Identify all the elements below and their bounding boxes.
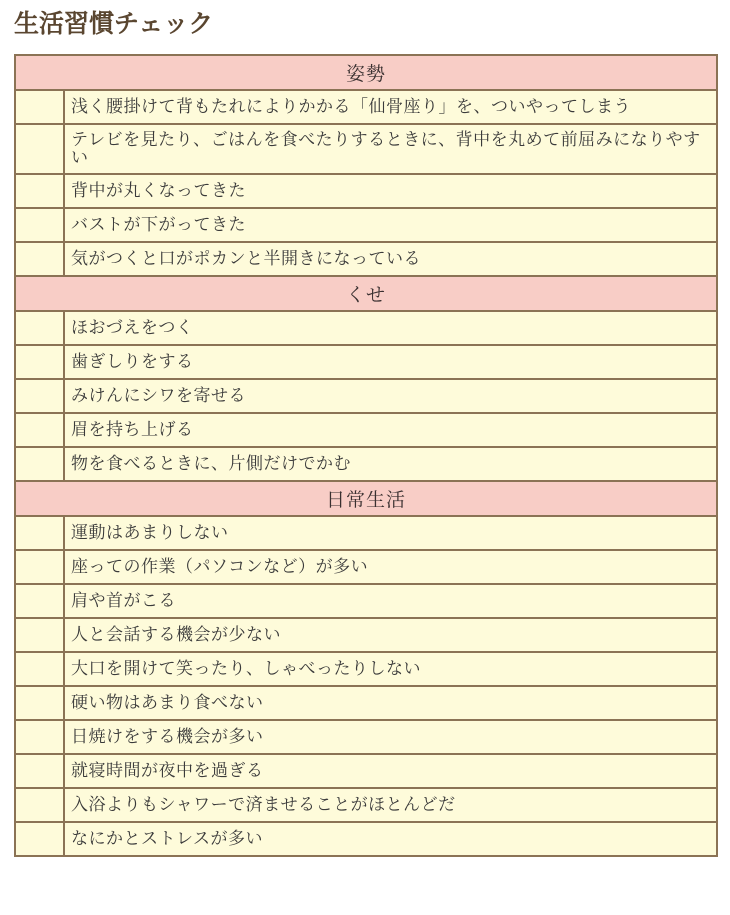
habit-checklist-table <box>14 54 718 857</box>
checkbox[interactable] <box>16 91 63 123</box>
checklist-row <box>15 242 717 276</box>
page-title: 生活習慣チェック <box>14 9 214 38</box>
checkbox[interactable] <box>16 125 63 173</box>
checkbox-cell[interactable] <box>15 208 64 242</box>
checkbox[interactable] <box>16 312 63 344</box>
checklist-item-text: 肩や首がこる <box>64 584 717 618</box>
checkbox[interactable] <box>16 551 63 583</box>
checklist-item-text: なにかとストレスが多い <box>64 822 717 856</box>
checkbox[interactable] <box>16 789 63 821</box>
checklist-row <box>15 174 717 208</box>
checklist-item-text: 入浴よりもシャワーで済ませることがほとんどだ <box>64 788 717 822</box>
checklist-item-text: 歯ぎしりをする <box>64 345 717 379</box>
section-header-posture <box>15 55 717 90</box>
checklist-item-text: 就寝時間が夜中を過ぎる <box>64 754 717 788</box>
checklist-row <box>15 413 717 447</box>
section-heading: 姿勢 <box>15 55 717 90</box>
checklist-row <box>15 788 717 822</box>
checklist-row <box>15 550 717 584</box>
checkbox[interactable] <box>16 721 63 753</box>
checkbox[interactable] <box>16 414 63 446</box>
checkbox[interactable] <box>16 346 63 378</box>
checkbox-cell[interactable] <box>15 822 64 856</box>
checklist-item-text: 座っての作業（パソコンなど）が多い <box>64 550 717 584</box>
checklist-row <box>15 754 717 788</box>
checkbox[interactable] <box>16 653 63 685</box>
checkbox[interactable] <box>16 517 63 549</box>
checklist-item-text: 背中が丸くなってきた <box>64 174 717 208</box>
checklist-row <box>15 584 717 618</box>
checkbox-cell[interactable] <box>15 242 64 276</box>
checklist-row <box>15 311 717 345</box>
section-header-habits <box>15 276 717 311</box>
checkbox-cell[interactable] <box>15 379 64 413</box>
checklist-row <box>15 618 717 652</box>
checklist-row <box>15 379 717 413</box>
checklist-item-text: 気がつくと口がポカンと半開きになっている <box>64 242 717 276</box>
checklist-row <box>15 822 717 856</box>
checklist-row <box>15 208 717 242</box>
checklist-item-text: 浅く腰掛けて背もたれによりかかる「仙骨座り」を、ついやってしまう <box>64 90 717 124</box>
section-heading: 日常生活 <box>15 481 717 516</box>
checkbox-cell[interactable] <box>15 720 64 754</box>
checkbox-cell[interactable] <box>15 618 64 652</box>
section-heading: くせ <box>15 276 717 311</box>
checkbox-cell[interactable] <box>15 516 64 550</box>
checkbox-cell[interactable] <box>15 174 64 208</box>
checklist-item-text: 大口を開けて笑ったり、しゃべったりしない <box>64 652 717 686</box>
checklist-row <box>15 686 717 720</box>
checkbox[interactable] <box>16 585 63 617</box>
checklist-item-text: 日焼けをする機会が多い <box>64 720 717 754</box>
checkbox-cell[interactable] <box>15 311 64 345</box>
checklist-row <box>15 124 717 174</box>
checkbox-cell[interactable] <box>15 686 64 720</box>
checkbox-cell[interactable] <box>15 124 64 174</box>
checklist-item-text: 硬い物はあまり食べない <box>64 686 717 720</box>
checkbox-cell[interactable] <box>15 788 64 822</box>
checklist-item-text: 運動はあまりしない <box>64 516 717 550</box>
checkbox[interactable] <box>16 175 63 207</box>
checkbox-cell[interactable] <box>15 413 64 447</box>
checklist-row <box>15 447 717 481</box>
checkbox-cell[interactable] <box>15 90 64 124</box>
checkbox-cell[interactable] <box>15 345 64 379</box>
checkbox[interactable] <box>16 823 63 855</box>
checklist-item-text: テレビを見たり、ごはんを食べたりするときに、背中を丸めて前屈みになりやすい <box>64 124 717 174</box>
checklist-item-text: ほおづえをつく <box>64 311 717 345</box>
checklist-item-text: 人と会話する機会が少ない <box>64 618 717 652</box>
checkbox-cell[interactable] <box>15 447 64 481</box>
checkbox[interactable] <box>16 448 63 480</box>
checkbox[interactable] <box>16 755 63 787</box>
checkbox-cell[interactable] <box>15 754 64 788</box>
section-header-daily-life <box>15 481 717 516</box>
checkbox[interactable] <box>16 380 63 412</box>
checklist-row <box>15 345 717 379</box>
checklist-item-text: 物を食べるときに、片側だけでかむ <box>64 447 717 481</box>
checklist-row <box>15 652 717 686</box>
checkbox-cell[interactable] <box>15 584 64 618</box>
checkbox[interactable] <box>16 687 63 719</box>
checklist-row <box>15 720 717 754</box>
checkbox-cell[interactable] <box>15 550 64 584</box>
checklist-item-text: バストが下がってきた <box>64 208 717 242</box>
checklist-item-text: みけんにシワを寄せる <box>64 379 717 413</box>
checklist-row <box>15 516 717 550</box>
checkbox[interactable] <box>16 243 63 275</box>
checkbox[interactable] <box>16 619 63 651</box>
checklist-item-text: 眉を持ち上げる <box>64 413 717 447</box>
checklist-row <box>15 90 717 124</box>
checkbox-cell[interactable] <box>15 652 64 686</box>
checkbox[interactable] <box>16 209 63 241</box>
